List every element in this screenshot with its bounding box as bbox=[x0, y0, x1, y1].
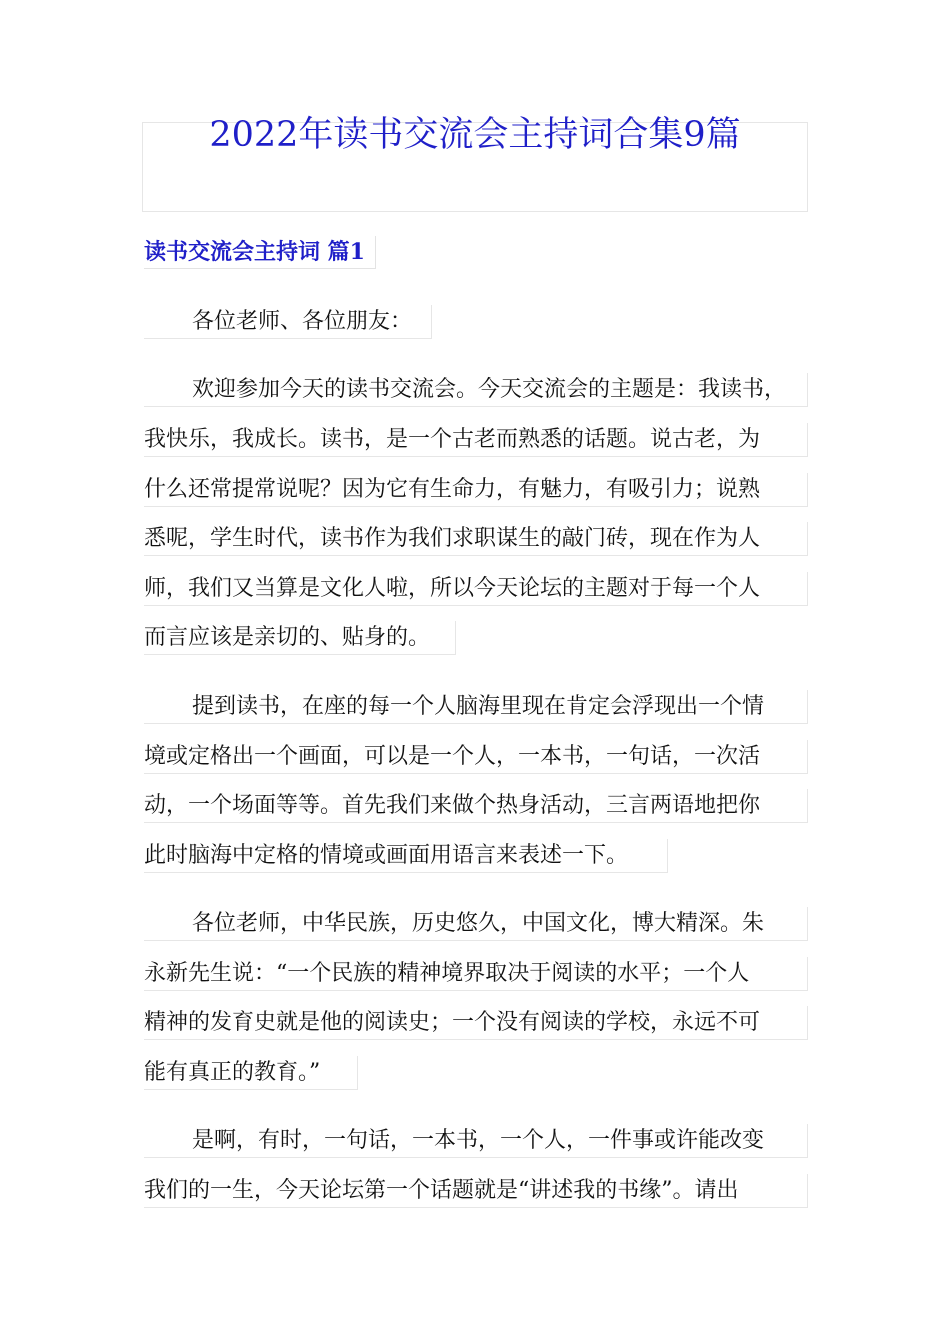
section-heading: 读书交流会主持词 篇1 bbox=[144, 236, 376, 269]
text-line: 悉呢，学生时代，读书作为我们求职谋生的敲门砖，现在作为人 bbox=[144, 522, 808, 556]
text-line: 境或定格出一个画面，可以是一个人，一本书，一句话，一次活 bbox=[144, 740, 808, 774]
text-line: 永新先生说：“一个民族的精神境界取决于阅读的水平；一个人 bbox=[144, 957, 808, 991]
text-line: 动，一个场面等等。首先我们来做个热身活动，三言两语地把你 bbox=[144, 789, 808, 823]
text-line: 提到读书，在座的每一个人脑海里现在肯定会浮现出一个情 bbox=[144, 690, 808, 724]
text-line: 是啊，有时，一句话，一本书，一个人，一件事或许能改变 bbox=[144, 1124, 808, 1158]
text-line: 我们的一生，今天论坛第一个话题就是“讲述我的书缘”。请出 bbox=[144, 1174, 808, 1208]
text-line: 师，我们又当算是文化人啦，所以今天论坛的主题对于每一个人 bbox=[144, 572, 808, 606]
text-line: 各位老师、各位朋友： bbox=[144, 305, 432, 339]
text-line: 各位老师，中华民族，历史悠久，中国文化，博大精深。朱 bbox=[144, 907, 808, 941]
text-line: 而言应该是亲切的、贴身的。 bbox=[144, 621, 456, 655]
text-line: 精神的发育史就是他的阅读史；一个没有阅读的学校，永远不可 bbox=[144, 1006, 808, 1040]
text-line: 此时脑海中定格的情境或画面用语言来表述一下。 bbox=[144, 839, 668, 873]
document-title: 2022年读书交流会主持词合集9篇 bbox=[209, 115, 741, 155]
text-line: 能有真正的教育。” bbox=[144, 1056, 358, 1090]
text-line: 什么还常提常说呢？因为它有生命力，有魅力，有吸引力；说熟 bbox=[144, 473, 808, 507]
text-line: 欢迎参加今天的读书交流会。今天交流会的主题是：我读书， bbox=[144, 373, 808, 407]
text-line: 我快乐，我成长。读书，是一个古老而熟悉的话题。说古老，为 bbox=[144, 423, 808, 457]
